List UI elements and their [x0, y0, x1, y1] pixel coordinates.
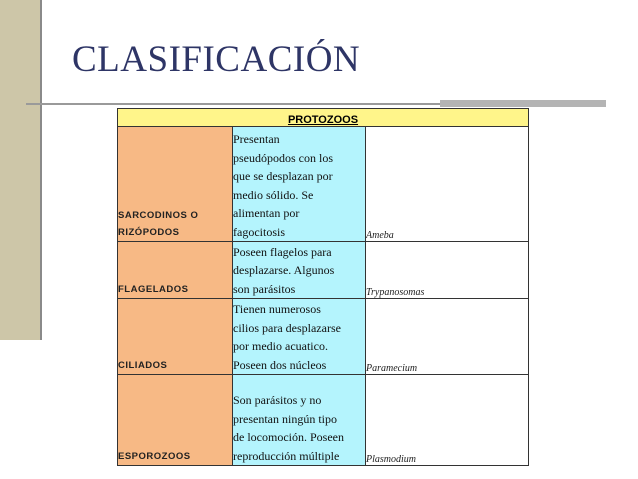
- table-row: [118, 299, 529, 375]
- category-cell: SARCODINOS O RIZÓPODOS: [118, 127, 233, 242]
- description-cell: Tienen numerosos cilios para desplazarse por medio acuatico. Poseen dos núcleos: [233, 299, 366, 375]
- table-row: [118, 242, 529, 299]
- table-row: [118, 375, 529, 466]
- title-divider-accent: [440, 100, 606, 107]
- example-cell: Plasmodium: [366, 375, 529, 466]
- example-cell: Trypanosomas: [366, 242, 529, 299]
- table-row: [118, 127, 529, 242]
- category-cell: FLAGELADOS: [118, 242, 233, 299]
- description-cell: Poseen flagelos para desplazarse. Algunos son parásitos: [233, 242, 366, 299]
- protozoa-table: [117, 108, 529, 466]
- category-cell: ESPOROZOOS: [118, 375, 233, 466]
- example-cell: Ameba: [366, 127, 529, 242]
- category-cell: CILIADOS: [118, 299, 233, 375]
- description-cell: Son parásitos y no presentan ningún tipo de locomoción. Poseen reproducción múltiple: [233, 375, 366, 466]
- description-cell: Presentan pseudópodos con los que se desplazan por medio sólido. Se alimentan por fagocitosis: [233, 127, 366, 242]
- slide-title: CLASIFICACIÓN: [72, 39, 361, 80]
- example-cell: Paramecium: [366, 299, 529, 375]
- table-header: PROTOZOOS: [118, 109, 529, 127]
- left-decorative-bar: [0, 0, 42, 340]
